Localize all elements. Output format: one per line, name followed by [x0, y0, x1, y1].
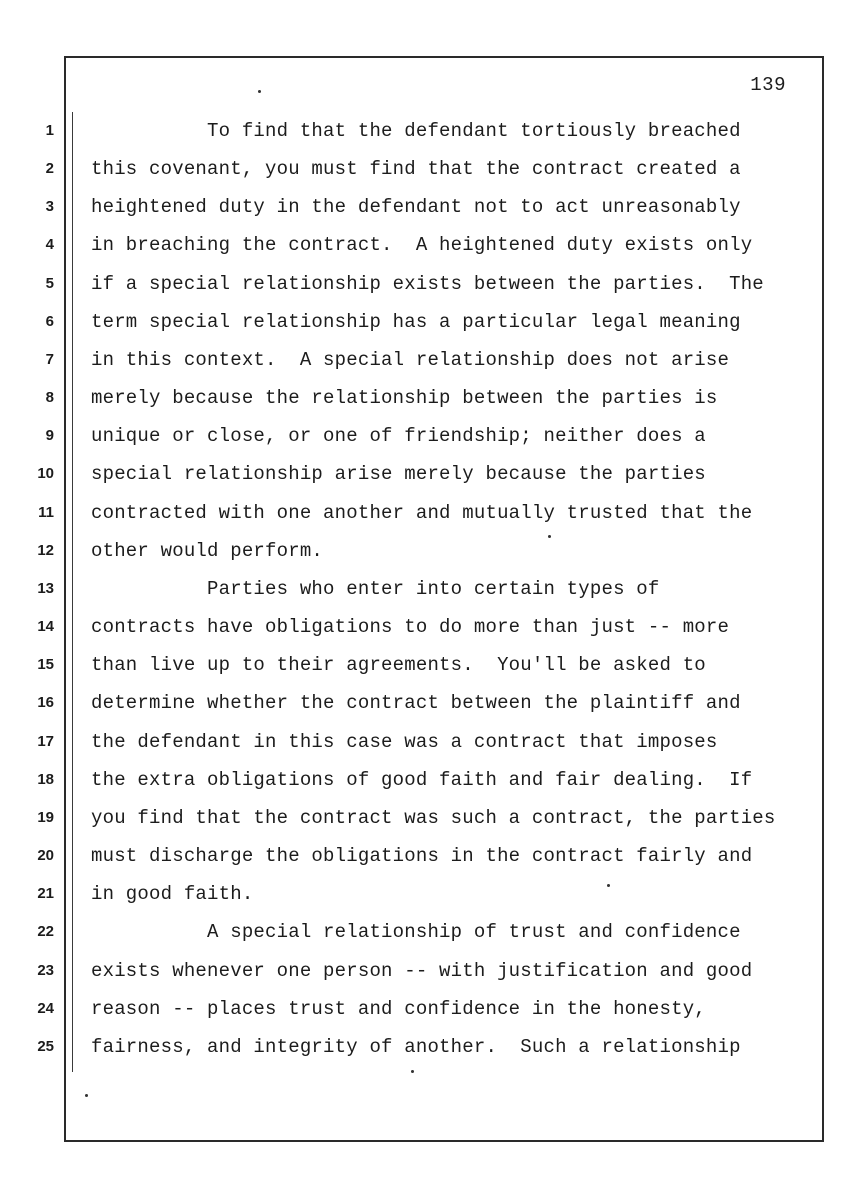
- transcript-line: if a special relationship exists between the parties. The: [91, 273, 764, 295]
- line-number: 18: [37, 771, 54, 788]
- transcript-line: heightened duty in the defendant not to act unreasonably: [91, 196, 741, 218]
- transcript-line: unique or close, or one of friendship; neither does a: [91, 425, 706, 447]
- line-number: 1: [45, 122, 54, 139]
- transcript-line: A special relationship of trust and confidence: [91, 921, 741, 943]
- transcript-line: determine whether the contract between the plaintiff and: [91, 692, 741, 714]
- transcript-line: reason -- places trust and confidence in the honesty,: [91, 998, 706, 1020]
- page-border-right: [822, 56, 824, 1141]
- transcript-line: merely because the relationship between the parties is: [91, 387, 718, 409]
- transcript-line: term special relationship has a particular legal meaning: [91, 311, 741, 333]
- line-number: 25: [37, 1038, 54, 1055]
- line-number: 19: [37, 809, 54, 826]
- transcript-line: in breaching the contract. A heightened duty exists only: [91, 234, 753, 256]
- transcript-line: this covenant, you must find that the contract created a: [91, 158, 741, 180]
- transcript-line: in this context. A special relationship does not arise: [91, 349, 730, 371]
- scan-speck: [411, 1070, 414, 1073]
- line-number: 16: [37, 694, 54, 711]
- line-number: 7: [45, 351, 54, 368]
- line-number: 5: [45, 275, 54, 292]
- transcript-line: other would perform.: [91, 540, 324, 562]
- transcript-line: in good faith.: [91, 883, 254, 905]
- line-number: 21: [37, 885, 54, 902]
- line-number: 4: [45, 236, 54, 253]
- line-number: 9: [45, 427, 54, 444]
- line-number-margin-rule: [72, 112, 73, 1072]
- page-number: 139: [750, 74, 786, 96]
- transcript-line: you find that the contract was such a contract, the parties: [91, 807, 776, 829]
- scan-speck: [85, 1094, 88, 1097]
- line-number: 10: [37, 465, 54, 482]
- transcript-line: To find that the defendant tortiously breached: [91, 120, 741, 142]
- transcript-line: special relationship arise merely because the parties: [91, 463, 706, 485]
- line-number: 3: [45, 198, 54, 215]
- scan-speck: [548, 535, 551, 538]
- line-number: 15: [37, 656, 54, 673]
- line-number: 13: [37, 580, 54, 597]
- transcript-line: than live up to their agreements. You'll be asked to: [91, 654, 706, 676]
- line-number: 8: [45, 389, 54, 406]
- transcript-line: Parties who enter into certain types of: [91, 578, 660, 600]
- page-border-top: [64, 56, 824, 58]
- transcript-line: the extra obligations of good faith and fair dealing. If: [91, 769, 753, 791]
- line-number: 17: [37, 733, 54, 750]
- line-number: 6: [45, 313, 54, 330]
- line-number: 14: [37, 618, 54, 635]
- line-number: 2: [45, 160, 54, 177]
- line-number: 11: [38, 504, 54, 521]
- transcript-line: the defendant in this case was a contract that imposes: [91, 731, 718, 753]
- transcript-line: exists whenever one person -- with justification and good: [91, 960, 753, 982]
- page-border-bottom: [64, 1140, 824, 1142]
- line-number: 23: [37, 962, 54, 979]
- line-number: 24: [37, 1000, 54, 1017]
- scan-speck: [258, 90, 261, 93]
- line-number: 12: [37, 542, 54, 559]
- scan-speck: [607, 884, 610, 887]
- transcript-line: fairness, and integrity of another. Such a relationship: [91, 1036, 741, 1058]
- transcript-line: contracted with one another and mutually trusted that the: [91, 502, 753, 524]
- transcript-line: contracts have obligations to do more than just -- more: [91, 616, 730, 638]
- page-border-left: [64, 56, 66, 1141]
- transcript-line: must discharge the obligations in the contract fairly and: [91, 845, 753, 867]
- line-number: 22: [37, 923, 54, 940]
- line-number: 20: [37, 847, 54, 864]
